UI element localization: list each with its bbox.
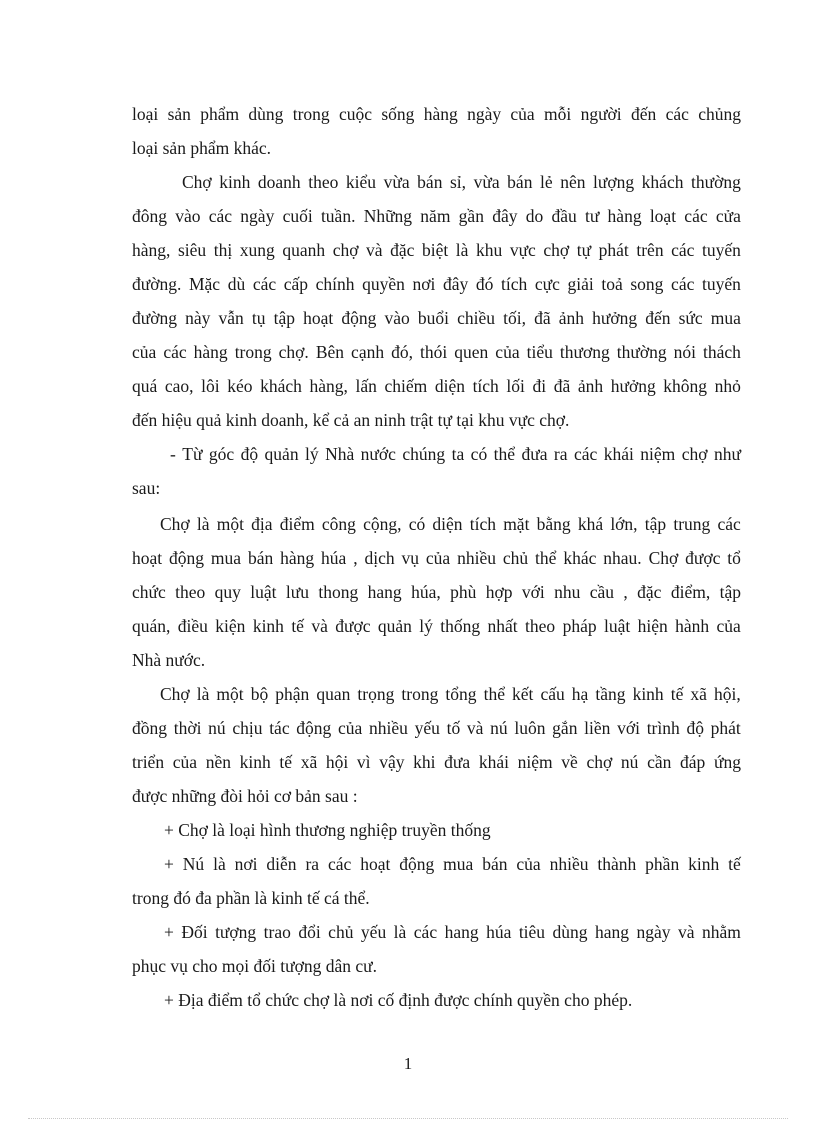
text-line: loại sản phẩm khác. [132, 138, 271, 158]
text-line: đường. Mặc dù các cấp chính quyền nơi đây đó tích cực giải toả song các tuyến [132, 274, 741, 294]
text-line: sau: [132, 478, 161, 498]
text-line: hoạt động mua bán hàng húa , dịch vụ của nhiều chủ thể khác nhau. Chợ được tổ [132, 548, 741, 568]
text-line: quán, điều kiện kinh tế và được quản lý thống nhất theo pháp luật hiện hành của [132, 616, 741, 636]
text-line: chức theo quy luật lưu thong hang húa, phù hợp với nhu cầu , đặc điểm, tập [132, 582, 741, 602]
text-line: phục vụ cho mọi đối tượng dân cư. [132, 956, 377, 976]
text-line: đến hiệu quả kinh doanh, kể cả an ninh trật tự tại khu vực chợ. [132, 410, 570, 430]
text-line: đồng thời nú chịu tác động của nhiều yếu tố và nú luôn gắn liền với trình độ phát [132, 718, 741, 738]
text-line: + Chợ là loại hình thương nghiệp truyền thống [164, 820, 491, 840]
text-line: của các hàng trong chợ. Bên cạnh đó, thói quen của tiểu thương thường nói thách [132, 342, 741, 362]
text-line: quá cao, lôi kéo khách hàng, lấn chiếm diện tích lối đi đã ảnh hưởng không nhỏ [132, 376, 741, 396]
text-line: Chợ là một địa điểm công cộng, có diện tích mặt bằng khá lớn, tập trung các [160, 514, 741, 534]
text-line: triển của nền kinh tế xã hội vì vậy khi đưa khái niệm về chợ nú cần đáp ứng [132, 752, 741, 772]
text-line: Chợ là một bộ phận quan trọng trong tổng thể kết cấu hạ tầng kinh tế xã hội, [160, 684, 741, 704]
text-line: + Nú là nơi diễn ra các hoạt động mua bán của nhiều thành phần kinh tế [164, 854, 741, 874]
page-number: 1 [403, 1054, 413, 1073]
text-line: được những đòi hỏi cơ bản sau : [132, 786, 358, 806]
text-line: + Địa điểm tổ chức chợ là nơi cố định được chính quyền cho phép. [164, 990, 633, 1010]
text-line: Nhà nước. [132, 650, 206, 670]
text-line: loại sản phẩm dùng trong cuộc sống hàng ngày của mỗi người đến các chủng [132, 104, 741, 124]
text-line: hàng, siêu thị xung quanh chợ và đặc biệt là khu vực chợ tự phát trên các tuyến [132, 240, 741, 260]
text-line: + Đối tượng trao đổi chủ yếu là các hang húa tiêu dùng hang ngày và nhằm [164, 922, 741, 942]
text-line: Chợ kinh doanh theo kiểu vừa bán sỉ, vừa bán lẻ nên lượng khách thường [182, 172, 741, 192]
text-line: trong đó đa phần là kinh tế cá thể. [132, 888, 370, 908]
page-bottom-rule [28, 1118, 788, 1119]
text-line: đường này vẫn tụ tập hoạt động vào buổi chiều tối, đã ảnh hưởng đến sức mua [132, 308, 741, 328]
text-line: đông vào các ngày cuối tuần. Những năm gần đây do đầu tư hàng loạt các cửa [132, 206, 741, 226]
text-line: - Từ góc độ quản lý Nhà nước chúng ta có thể đưa ra các khái niệm chợ như [170, 444, 741, 464]
